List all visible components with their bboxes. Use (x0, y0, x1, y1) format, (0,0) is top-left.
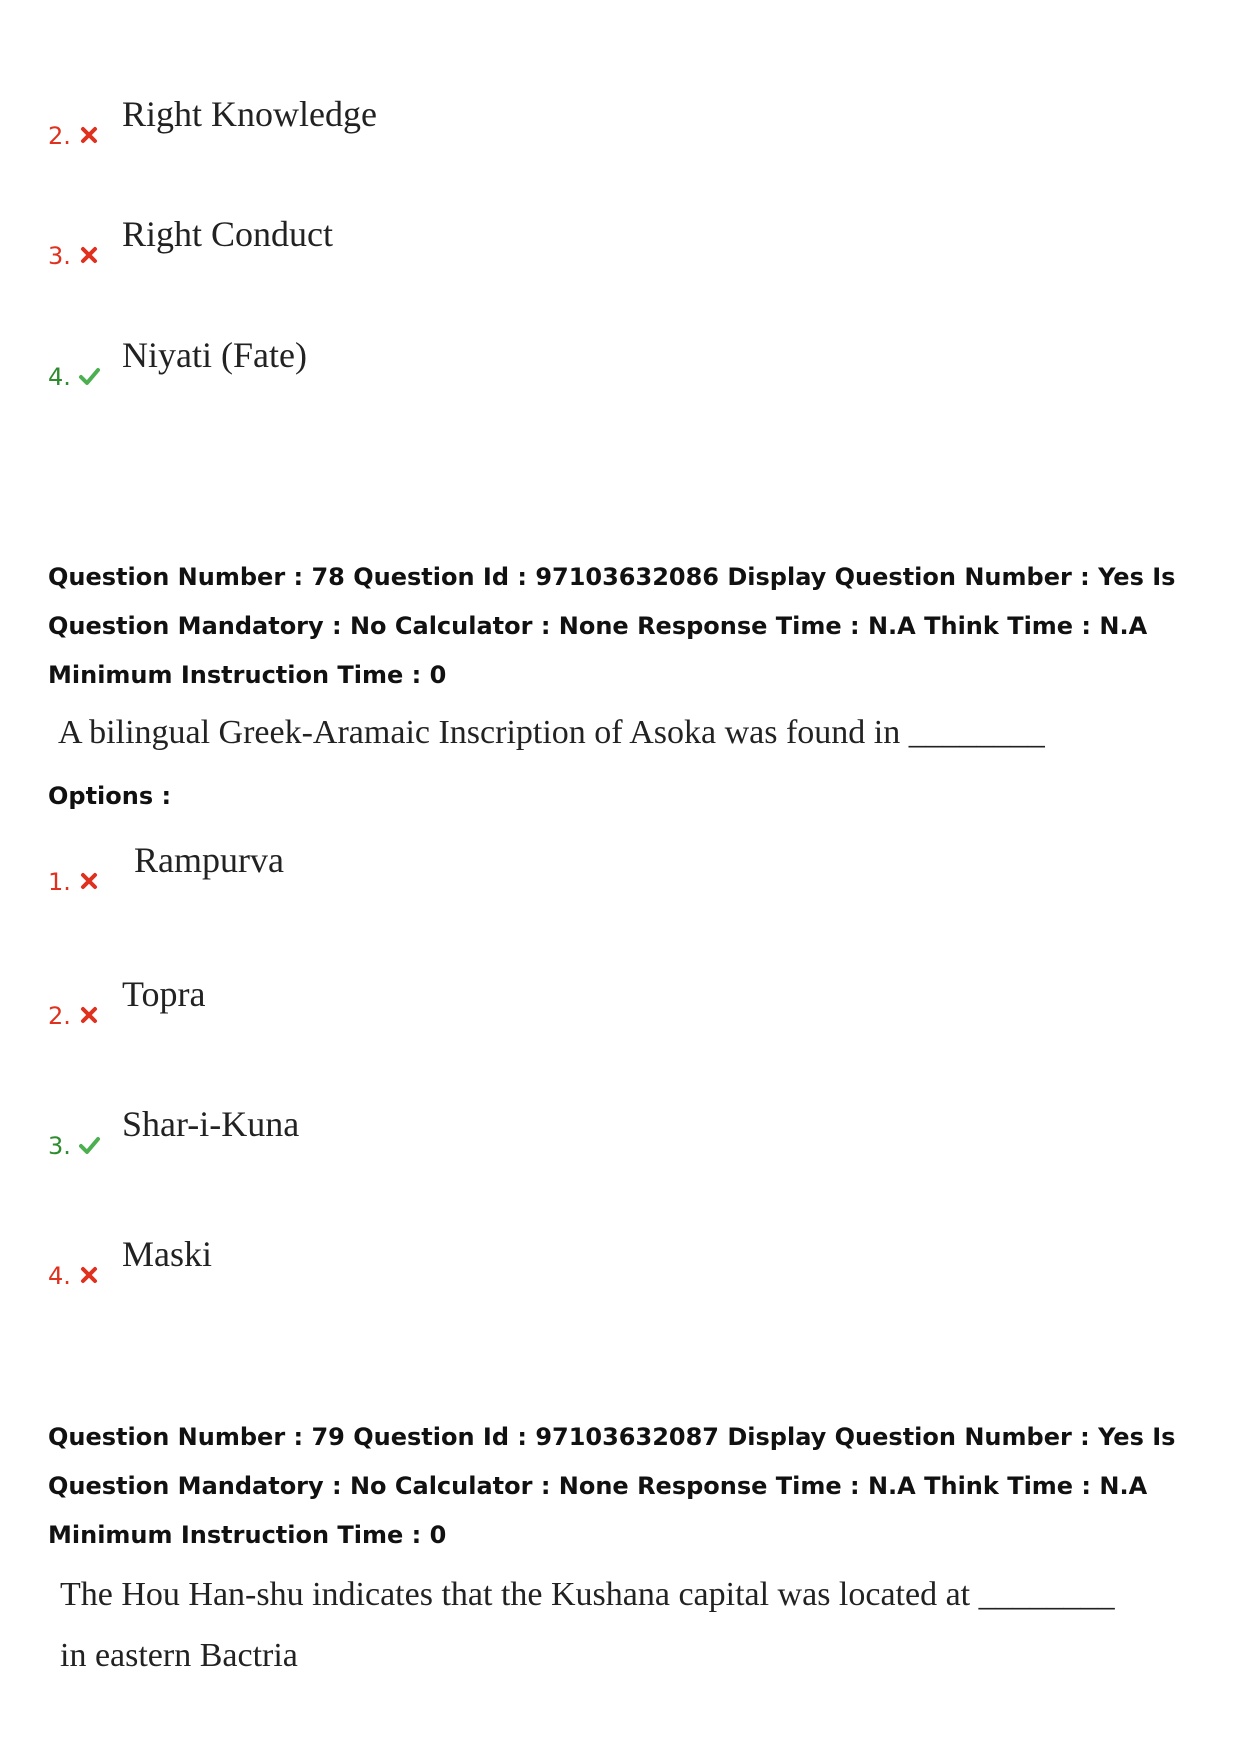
question-meta: Question Number : 79 Question Id : 97103632087 Display Question Number : Yes Is Question Mandatory : No Calculator : None Response Time : N.A Think Time : N.A Minimum Instruction Time : 0 (48, 1423, 1176, 1549)
option-number: 4. (48, 1262, 71, 1290)
option-text: Topra (122, 974, 206, 1014)
cross-icon (78, 1264, 100, 1286)
option-row (48, 335, 307, 391)
option-row (48, 1104, 300, 1160)
option-text: Right Knowledge (122, 94, 377, 134)
question-text: The Hou Han-shu indicates that the Kushana capital was located at ________ (60, 1576, 1115, 1613)
option-number: 3. (48, 1132, 71, 1160)
option-number: 2. (48, 122, 71, 150)
option-row (48, 840, 284, 896)
option-text: Shar-i-Kuna (122, 1104, 300, 1144)
option-row (48, 214, 334, 270)
question-text: A bilingual Greek-Aramaic Inscription of Asoka was found in ________ (58, 714, 1045, 751)
cross-icon (78, 870, 100, 892)
option-text: Niyati (Fate) (122, 335, 307, 375)
check-icon (78, 365, 100, 387)
cross-icon (78, 124, 100, 146)
option-number: 3. (48, 242, 71, 270)
option-text: Rampurva (134, 840, 284, 880)
option-text: Right Conduct (122, 214, 334, 254)
cross-icon (78, 1004, 100, 1026)
option-row (48, 974, 206, 1030)
question-meta: Question Number : 78 Question Id : 97103632086 Display Question Number : Yes Is Question Mandatory : No Calculator : None Response Time : N.A Think Time : N.A Minimum Instruction Time : 0 (48, 563, 1176, 689)
option-number: 2. (48, 1002, 71, 1030)
option-text: Maski (122, 1234, 212, 1274)
option-row (48, 94, 377, 150)
question-text: in eastern Bactria (60, 1637, 298, 1674)
option-number: 1. (48, 868, 71, 896)
check-icon (78, 1134, 100, 1156)
option-row (48, 1234, 212, 1290)
cross-icon (78, 244, 100, 266)
options-label: Options : (48, 782, 172, 810)
option-number: 4. (48, 363, 71, 391)
